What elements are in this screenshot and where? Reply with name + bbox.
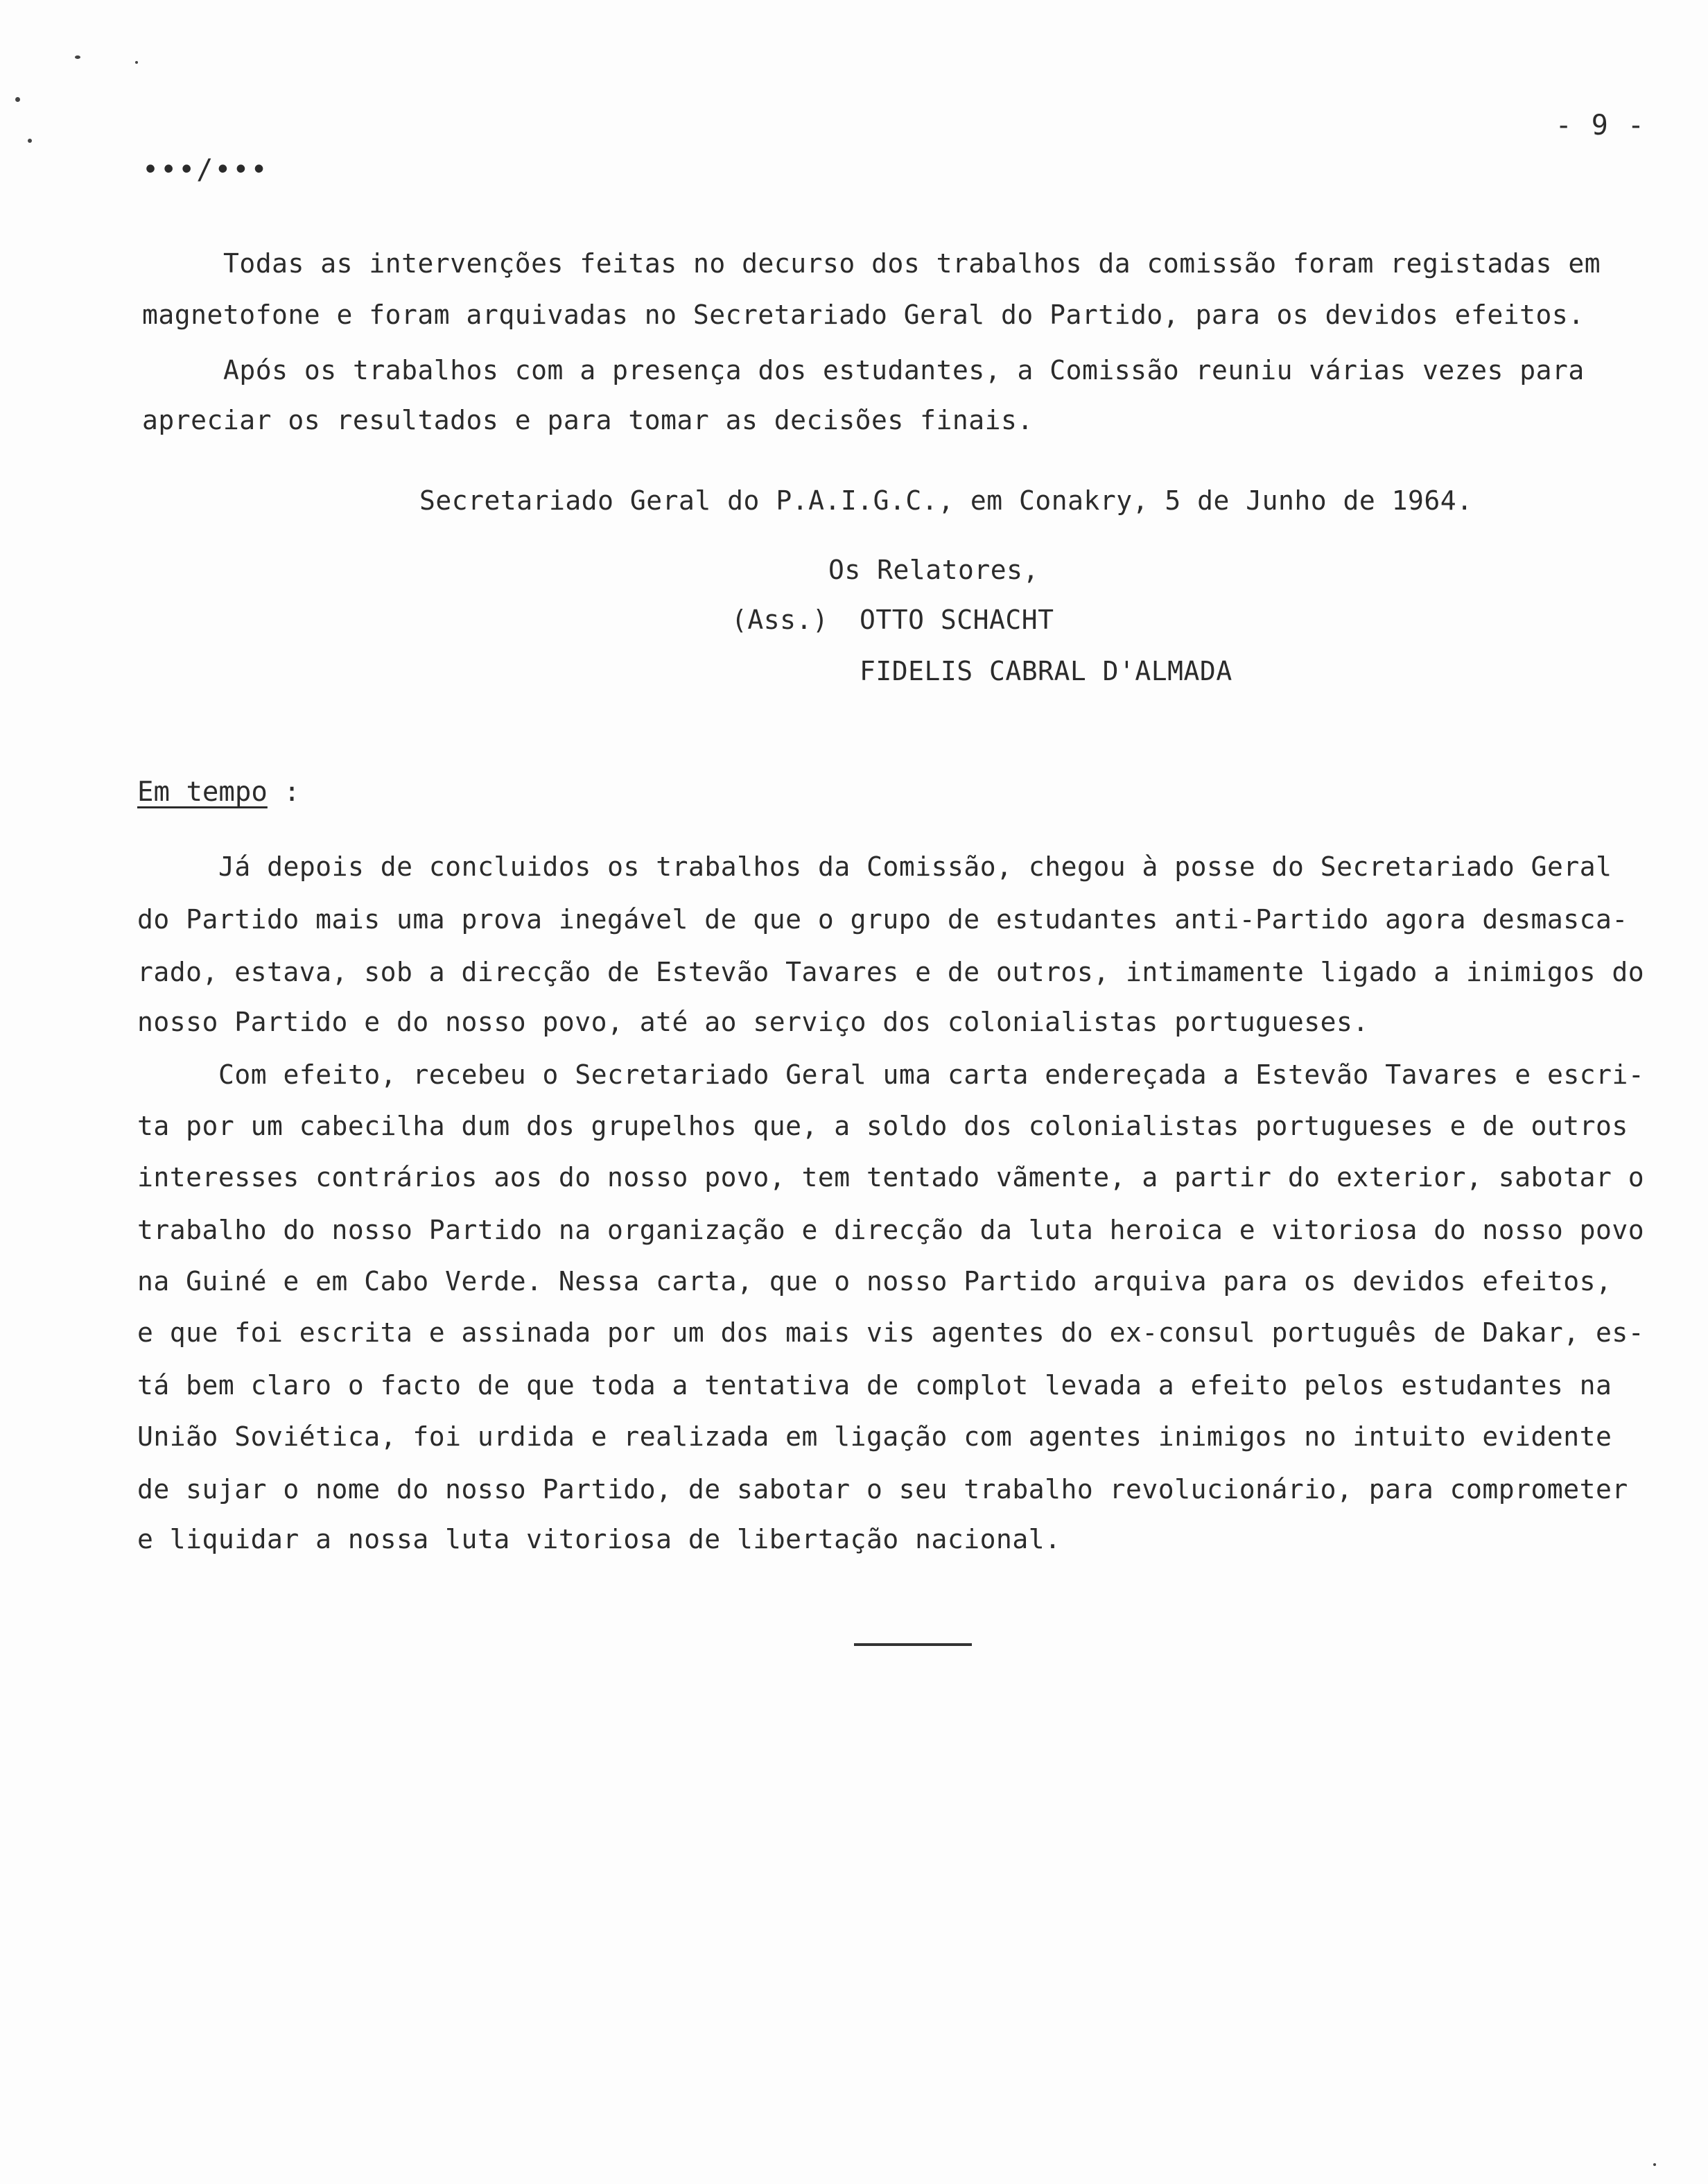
page-number: - 9 -	[1555, 110, 1646, 141]
postscript-title-colon: :	[284, 777, 300, 808]
paragraph-line: apreciar os resultados e para tomar as decisões finais.	[142, 405, 1034, 435]
postscript-line: nosso Partido e do nosso povo, até ao serviço dos colonialistas portugueses.	[137, 1007, 1369, 1037]
postscript-line: de sujar o nome do nosso Partido, de sabotar o seu trabalho revolucionário, para comprometer	[137, 1474, 1628, 1505]
postscript-line: União Soviética, foi urdida e realizada em ligação com agentes inimigos no intuito evidente	[137, 1421, 1612, 1452]
scan-speck	[28, 139, 32, 143]
postscript-title	[137, 777, 300, 808]
postscript-line: ta por um cabecilha dum dos grupelhos que, a soldo dos colonialistas portugueses e de outros	[137, 1111, 1628, 1141]
paragraph-line: magnetofone e foram arquivadas no Secretariado Geral do Partido, para os devidos efeitos.	[142, 300, 1585, 330]
postscript-line: e que foi escrita e assinada por um dos mais vis agentes do ex-consul português de Dakar, es-	[137, 1317, 1645, 1348]
postscript-line: Já depois de concluidos os trabalhos da Comissão, chegou à posse do Secretariado Geral	[218, 851, 1612, 882]
postscript-title-text: Em tempo	[137, 777, 268, 808]
postscript-line: rado, estava, sob a direcção de Estevão Tavares e de outros, intimamente ligado a inimigos do	[137, 957, 1645, 987]
postscript-line: tá bem claro o facto de que toda a tentativa de complot levada a efeito pelos estudantes na	[137, 1370, 1612, 1401]
postscript-line: Com efeito, recebeu o Secretariado Geral uma carta endereçada a Estevão Tavares e escri-	[218, 1059, 1645, 1090]
place-date: Secretariado Geral do P.A.I.G.C., em Conakry, 5 de Junho de 1964.	[419, 485, 1473, 516]
paragraph-line: Após os trabalhos com a presença dos estudantes, a Comissão reuniu várias vezes para	[223, 355, 1585, 385]
signature-heading: Os Relatores,	[828, 555, 1039, 585]
postscript-line: na Guiné e em Cabo Verde. Nessa carta, que o nosso Partido arquiva para os devidos efeitos,	[137, 1266, 1612, 1297]
signature-ass-label: (Ass.)	[731, 605, 829, 635]
end-rule	[854, 1643, 972, 1646]
signature-name-2: FIDELIS CABRAL D'ALMADA	[860, 656, 1232, 686]
paragraph-line: Todas as intervenções feitas no decurso dos trabalhos da comissão foram registadas em	[223, 248, 1601, 279]
postscript-line: e liquidar a nossa luta vitoriosa de libertação nacional.	[137, 1524, 1061, 1554]
postscript-line: interesses contrários aos do nosso povo, tem tentado vãmente, a partir do exterior, sabotar o	[137, 1162, 1645, 1193]
scan-speck	[15, 97, 20, 102]
scan-speck	[135, 61, 138, 64]
scan-speck	[75, 55, 80, 59]
signature-name-1: OTTO SCHACHT	[860, 605, 1054, 635]
postscript-line: do Partido mais uma prova inegável de que o grupo de estudantes anti-Partido agora desmasca-	[137, 904, 1628, 935]
postscript-line: trabalho do nosso Partido na organização e direcção da luta heroica e vitoriosa do nosso povo	[137, 1215, 1645, 1245]
scan-speck	[1653, 2163, 1656, 2166]
continuation-mark: •••/•••	[142, 154, 269, 186]
